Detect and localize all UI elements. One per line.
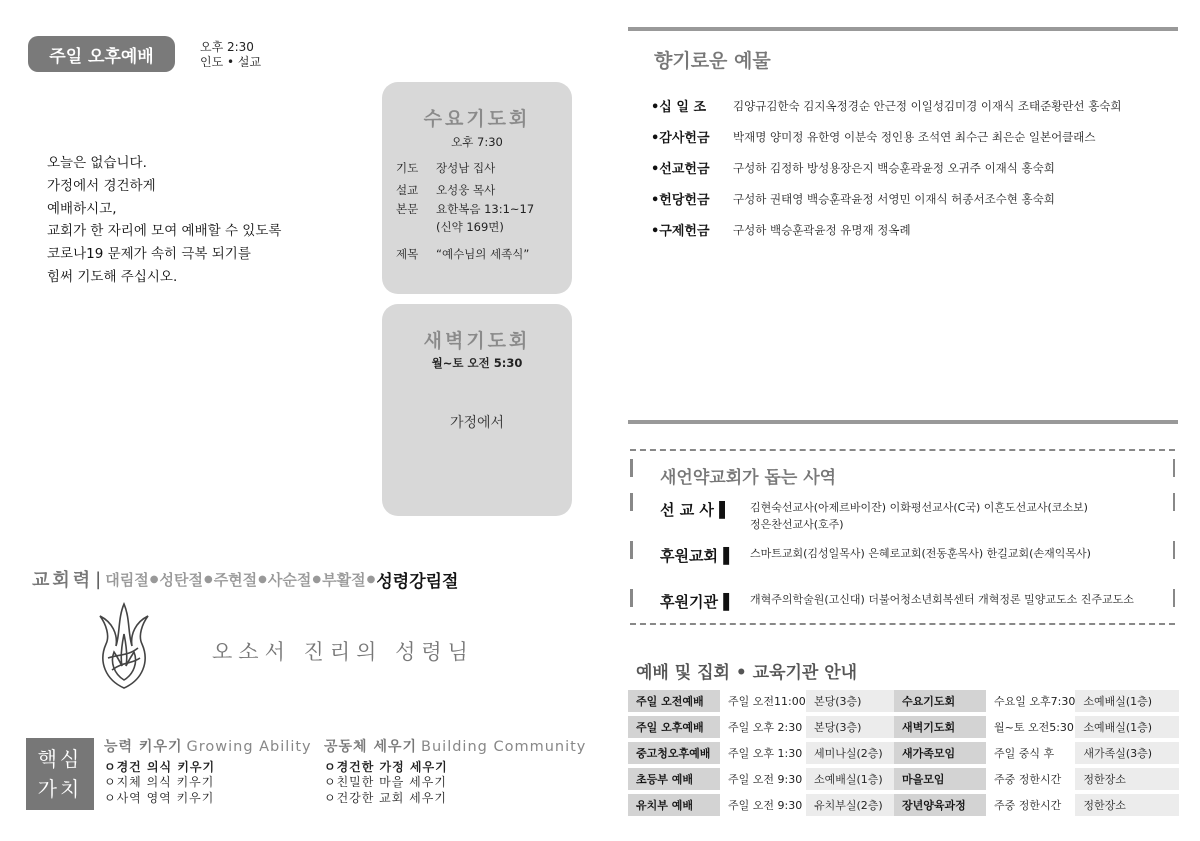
services-cell: 정한장소 xyxy=(1075,768,1179,790)
offering-names: 박재명 양미정 유한영 이분숙 정인용 조석연 최수근 최은순 일본어클래스 xyxy=(733,129,1096,144)
services-cell: 주일 오후 2:30 xyxy=(728,721,803,734)
dash-mark xyxy=(1173,493,1176,511)
services-cell: 정한장소 xyxy=(1075,794,1179,816)
offering-label: •감사헌금 xyxy=(651,131,710,146)
dash-mark xyxy=(630,589,633,607)
services-cell: 본당(3층) xyxy=(806,716,894,738)
services-cell: 유치부실(2층) xyxy=(806,794,894,816)
core-values-badge xyxy=(26,738,94,810)
services-cell: 월~토 오전5:30 xyxy=(994,721,1074,734)
services-cell: 새가족실(3층) xyxy=(1075,742,1179,764)
calendar-item: 주현절 xyxy=(213,570,258,589)
sunday-afternoon-badge xyxy=(28,36,175,72)
calendar-current: 성령강림절 xyxy=(376,571,459,592)
org-label: 후원기관 ▌ xyxy=(660,593,735,611)
community-item: ㅇ친밀한 마을 세우기 xyxy=(324,775,447,789)
church-row xyxy=(660,545,1091,566)
wednesday-text-row-2 xyxy=(396,219,504,235)
calendar-item: 사순절 xyxy=(267,570,312,589)
offering-names: 구성하 권태영 백승훈곽윤정 서영민 이재식 허종서조수현 홍숙희 xyxy=(733,191,1055,206)
row-value: 장성남 집사 xyxy=(436,161,496,175)
wednesday-prayer-row xyxy=(396,160,495,176)
ability-item: ㅇ사역 영역 키우기 xyxy=(104,790,215,805)
services-row xyxy=(628,716,1179,738)
services-cell: 마을모임 xyxy=(894,768,986,790)
community-item: ㅇ건강한 교회 세우기 xyxy=(324,790,447,805)
wednesday-time: 오후 7:30 xyxy=(451,135,503,149)
row-key: 본문 xyxy=(396,202,419,216)
core-label-1: 핵심 xyxy=(37,747,83,771)
services-cell: 주일 오전11:00 xyxy=(728,695,806,708)
offering-label: •구제헌금 xyxy=(651,224,710,239)
calendar-label: 교회력 xyxy=(32,570,94,591)
org-names: 개혁주의학술원(고신대) 더불어청소년회복센터 개혁정론 밀양교도소 진주교도소 xyxy=(750,593,1134,606)
message-line: 오늘은 없습니다. xyxy=(47,155,147,171)
services-cell: 주일 오전 9:30 xyxy=(728,799,803,812)
community-title: 공동체 세우기 xyxy=(324,739,418,755)
ability-title-en: Growing Ability xyxy=(186,739,312,755)
dawn-place: 가정에서 xyxy=(449,415,505,431)
dawn-title: 새벽기도회 xyxy=(423,330,531,352)
offering-names: 구성하 김정하 방성용장은지 백승훈곽윤정 오귀주 이재식 홍숙희 xyxy=(733,160,1055,175)
offering-names: 김양규김한숙 김지옥정경순 안근정 이일성김미경 이재식 조태준황란선 홍숙희 xyxy=(733,98,1122,113)
bullet-icon: ● xyxy=(312,573,322,585)
services-cell: 중고청오후예배 xyxy=(628,742,720,764)
message-line: 가정에서 경건하게 xyxy=(47,177,156,194)
services-cell: 주중 정한시간 xyxy=(994,773,1062,786)
ability-heading xyxy=(104,740,312,756)
missions-box xyxy=(630,449,1175,625)
bullet-icon: ● xyxy=(149,573,159,585)
community-title-en: Building Community xyxy=(421,739,587,755)
services-row xyxy=(628,742,1179,764)
services-row xyxy=(628,794,1179,816)
core-label-2: 가치 xyxy=(37,777,83,801)
spirit-text: 오소서 진리의 성령님 xyxy=(212,640,474,664)
wednesday-sermon-row xyxy=(396,182,495,198)
services-table xyxy=(628,686,1179,820)
sunday-afternoon-time: 오후 2:30 xyxy=(200,40,254,54)
calendar-divider: | xyxy=(95,568,102,590)
row-value: “예수님의 세족식” xyxy=(436,247,530,261)
sunday-afternoon-info xyxy=(200,40,261,70)
offering-row xyxy=(651,214,1122,245)
offerings-list xyxy=(651,90,1122,245)
services-cell: 본당(3층) xyxy=(806,690,894,712)
ability-values xyxy=(104,740,312,806)
ability-item: ㅇ경건 의식 키우기 xyxy=(104,759,216,774)
dawn-time: 월~토 오전 5:30 xyxy=(431,356,523,370)
missions-title: 새언약교회가 돕는 사역 xyxy=(660,468,837,488)
wednesday-prayer-box xyxy=(382,82,572,294)
services-cell: 주일 오전 9:30 xyxy=(728,773,803,786)
services-cell: 세미나실(2층) xyxy=(806,742,894,764)
services-cell: 소예배실(1층) xyxy=(806,768,894,790)
services-cell: 주일 오후 1:30 xyxy=(728,747,803,760)
offering-names: 구성하 백승훈곽윤정 유명재 정옥례 xyxy=(733,222,911,237)
dash-mark xyxy=(1173,459,1176,477)
notice-message xyxy=(47,152,281,289)
row-value: 요한복음 13:1~17 xyxy=(436,202,535,216)
wednesday-theme-row xyxy=(396,246,529,262)
missionary-label: 선 교 사 ▌ xyxy=(660,501,731,519)
services-cell: 소예배실(1층) xyxy=(1075,716,1179,738)
wednesday-title: 수요기도회 xyxy=(423,108,531,130)
org-row xyxy=(660,591,1134,612)
services-cell: 장년양육과정 xyxy=(894,794,986,816)
missionary-names: 김현숙선교사(아제르바이잔) 이화평선교사(C국) 이흔도선교사(코소보) 정은찬선교사(호주) xyxy=(750,501,1088,531)
services-cell: 초등부 예배 xyxy=(628,768,720,790)
services-cell: 새벽기도회 xyxy=(894,716,986,738)
message-line: 예배하시고, xyxy=(47,200,117,217)
row-key: 제목 xyxy=(396,247,419,261)
missionary-row xyxy=(660,499,1088,533)
bullet-icon: ● xyxy=(203,573,213,585)
church-names: 스마트교회(김성일목사) 은혜로교회(전동훈목사) 한길교회(손재익목사) xyxy=(750,547,1091,560)
bullet-icon: ● xyxy=(258,573,267,585)
services-cell: 새가족모임 xyxy=(894,742,986,764)
wednesday-text-row xyxy=(396,201,534,217)
community-item: ㅇ경건한 가정 세우기 xyxy=(324,759,448,774)
services-row xyxy=(628,690,1179,712)
holy-spirit-flame-icon xyxy=(92,600,156,692)
community-values xyxy=(324,740,586,806)
services-row xyxy=(628,768,1179,790)
dash-mark xyxy=(1173,589,1176,607)
services-cell: 소예배실(1층) xyxy=(1075,690,1179,712)
church-label: 후원교회 ▌ xyxy=(660,547,735,565)
services-title: 예배 및 집회 • 교육기관 안내 xyxy=(636,663,858,683)
dash-mark xyxy=(1173,541,1176,559)
offering-label: •십 일 조 xyxy=(651,100,707,115)
message-line: 코로나19 문제가 속히 극복 되기를 xyxy=(47,246,251,263)
message-line: 교회가 한 자리에 모여 예배할 수 있도록 xyxy=(47,223,282,240)
mid-divider xyxy=(628,420,1178,424)
offering-label: •선교헌금 xyxy=(651,162,710,177)
services-cell: 수요일 오후7:30 xyxy=(994,695,1076,708)
community-heading xyxy=(324,740,586,756)
ability-item: ㅇ지체 의식 키우기 xyxy=(104,775,215,789)
offering-row xyxy=(651,183,1122,214)
top-divider xyxy=(628,27,1178,31)
calendar-item: 대림절 xyxy=(105,570,149,589)
services-cell: 수요기도회 xyxy=(894,690,986,712)
calendar-item: 부활절 xyxy=(322,570,366,589)
services-cell: 주일 오전예배 xyxy=(628,690,720,712)
row-value: (신약 169면) xyxy=(436,220,504,234)
ability-title: 능력 키우기 xyxy=(104,739,183,755)
dash-mark xyxy=(630,459,633,477)
sunday-afternoon-title: 주일 오후예배 xyxy=(49,46,154,67)
dash-mark xyxy=(630,541,633,559)
sunday-afternoon-lead: 인도 • 설교 xyxy=(200,55,262,69)
offering-row xyxy=(651,121,1122,152)
services-cell: 주중 정한시간 xyxy=(994,799,1062,812)
row-key: 기도 xyxy=(396,161,419,175)
row-value: 오성웅 목사 xyxy=(436,183,496,197)
offering-label: •헌당헌금 xyxy=(651,193,710,208)
message-line: 힘써 기도해 주십시오. xyxy=(47,268,178,285)
services-cell: 주일 오후예배 xyxy=(628,716,720,738)
offering-row xyxy=(651,152,1122,183)
dash-mark xyxy=(630,493,633,511)
services-cell: 주일 중식 후 xyxy=(994,747,1055,760)
offering-row xyxy=(651,90,1122,121)
row-key: 설교 xyxy=(396,183,419,197)
calendar-item: 성탄절 xyxy=(159,570,203,589)
dawn-prayer-box xyxy=(382,304,572,516)
church-calendar xyxy=(32,566,458,592)
services-cell: 유치부 예배 xyxy=(628,794,720,816)
offerings-title: 향기로운 예물 xyxy=(654,50,771,72)
bullet-icon: ● xyxy=(366,573,376,585)
